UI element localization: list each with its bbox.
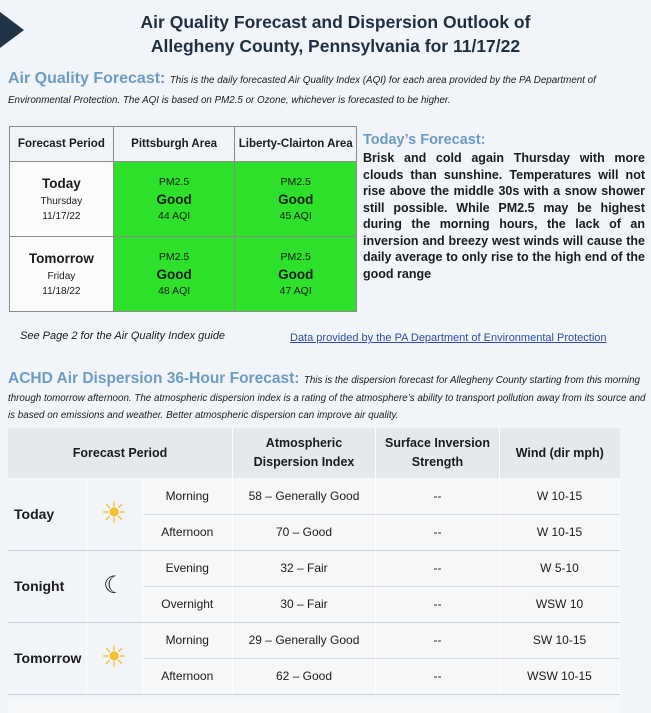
disp-inversion: -- — [376, 550, 500, 586]
aq-pollutant: PM2.5 — [280, 175, 311, 188]
disp-row — [8, 478, 620, 514]
disp-inversion: -- — [376, 586, 500, 622]
todays-forecast-text: Brisk and cold again Thursday with more clouds than sunshine. Temperatures will not rise above the middle 30s with a snow shower still possible. While PM2.5 may be highest during the morning hours, the lack of an inversion and breezy west winds will cause the daily average to only rise to the high end of the good range — [363, 151, 645, 281]
aq-period-weekday: Friday — [47, 271, 76, 282]
disp-index: 70 – Good — [233, 514, 376, 550]
disp-index: 58 – Generally Good — [233, 478, 376, 514]
disp-group-label: Tonight — [8, 550, 86, 622]
aq-col-liberty: Liberty-Clairton Area — [235, 127, 357, 162]
aq-row-today — [10, 162, 357, 237]
sun-icon: ☀ — [100, 496, 128, 530]
aq-period-date: 11/18/22 — [42, 286, 81, 297]
dispersion-heading: ACHD Air Dispersion 36-Hour Forecast: — [8, 370, 300, 387]
disp-wind: W 10-15 — [500, 478, 620, 514]
dispersion-table-header — [8, 428, 620, 478]
disp-index: 32 – Fair — [233, 550, 376, 586]
disp-row — [8, 622, 620, 658]
disp-index: 30 – Fair — [233, 586, 376, 622]
dispersion-section-header — [8, 371, 648, 424]
aq-pollutant: PM2.5 — [158, 250, 190, 263]
aq-section-header — [8, 70, 644, 110]
aq-period-label: Today — [42, 176, 81, 191]
disp-inversion: -- — [376, 514, 500, 550]
aq-cell-liberty — [235, 162, 357, 237]
moon-icon: ☾ — [103, 572, 125, 599]
disp-col-wind: Wind (dir mph) — [500, 428, 620, 478]
aq-value: 48 AQI — [158, 284, 191, 297]
aq-cell-pittsburgh — [113, 237, 235, 312]
aq-period-cell — [10, 237, 114, 312]
aq-cell-liberty — [235, 237, 357, 312]
aqi-guide-note: See Page 2 for the Air Quality Index guide — [20, 330, 226, 342]
aq-cell-pittsburgh — [113, 162, 235, 237]
aq-period-weekday: Thursday — [40, 196, 83, 207]
disp-group-icon-cell — [86, 478, 142, 550]
disp-period: Evening — [142, 550, 233, 586]
aq-table-header — [10, 127, 357, 162]
aq-period-label: Tomorrow — [28, 251, 94, 266]
aq-category: Good — [278, 191, 314, 207]
sun-icon: ☀ — [100, 641, 128, 674]
disp-period: Afternoon — [142, 514, 233, 550]
dep-data-link[interactable]: Data provided by the PA Department of Environmental Protection — [290, 332, 607, 344]
disp-inversion: -- — [376, 658, 500, 694]
aq-pollutant: PM2.5 — [280, 250, 311, 263]
disp-col-index: Atmospheric Dispersion Index — [233, 428, 376, 478]
disp-index: 62 – Good — [233, 658, 376, 694]
disp-group-label: Today — [8, 478, 86, 550]
aq-category: Good — [156, 191, 192, 207]
disp-period: Overnight — [142, 586, 233, 622]
disp-inversion: -- — [376, 478, 500, 514]
disp-inversion: -- — [376, 622, 500, 658]
aq-forecast-table — [9, 126, 357, 312]
disp-period: Afternoon — [142, 658, 233, 694]
aq-category: Good — [278, 266, 314, 282]
disp-wind: W 5-10 — [500, 550, 620, 586]
page-title — [0, 10, 651, 58]
disp-group-icon-cell — [86, 622, 142, 694]
disp-period: Morning — [142, 622, 233, 658]
aq-period-cell — [10, 162, 114, 237]
disp-col-period: Forecast Period — [8, 428, 233, 478]
aq-col-pittsburgh: Pittsburgh Area — [113, 127, 235, 162]
disp-wind: SW 10-15 — [500, 622, 620, 658]
aq-row-tomorrow — [10, 237, 357, 312]
disp-wind: W 10-15 — [500, 514, 620, 550]
disp-row — [8, 550, 620, 586]
aq-col-period: Forecast Period — [10, 127, 114, 162]
aq-description: This is the daily forecasted Air Quality Index (AQI) for each area provided by the PA Department of Environmental Protection. The AQI is based on PM2.5 or Ozone, whichever is forecasted to be higher. — [8, 75, 596, 106]
page-title-line1: Air Quality Forecast and Dispersion Outlook of — [140, 12, 531, 32]
page-title-line2: Allegheny County, Pennsylvania for 11/17/22 — [150, 36, 521, 56]
disp-group-label: Tomorrow — [8, 622, 86, 694]
disp-index: 29 – Generally Good — [233, 622, 376, 658]
todays-forecast-heading: Today’s Forecast: — [363, 132, 486, 148]
table-continuation — [8, 698, 620, 713]
aq-period-date: 11/17/22 — [42, 211, 81, 222]
aq-category: Good — [156, 266, 192, 282]
disp-col-inversion: Surface Inversion Strength — [376, 428, 500, 478]
aq-value: 45 AQI — [279, 209, 312, 222]
aq-pollutant: PM2.5 — [158, 175, 190, 188]
disp-period: Morning — [142, 478, 233, 514]
disp-group-icon-cell — [86, 550, 142, 622]
disp-wind: WSW 10 — [500, 586, 620, 622]
dispersion-table — [8, 428, 620, 695]
aq-value: 44 AQI — [158, 209, 191, 222]
aq-heading: Air Quality Forecast: — [8, 70, 166, 87]
dispersion-description: This is the dispersion forecast for Allegheny County starting from this morning through tomorrow afternoon. The atmospheric dispersion index is a rating of the atmosphere’s ability to transport pollution away from its source and is based on emissions and weather. Better atmospheric dispersion can improve air quality. — [8, 375, 646, 421]
disp-wind: WSW 10-15 — [500, 658, 620, 694]
aq-value: 47 AQI — [279, 284, 312, 297]
